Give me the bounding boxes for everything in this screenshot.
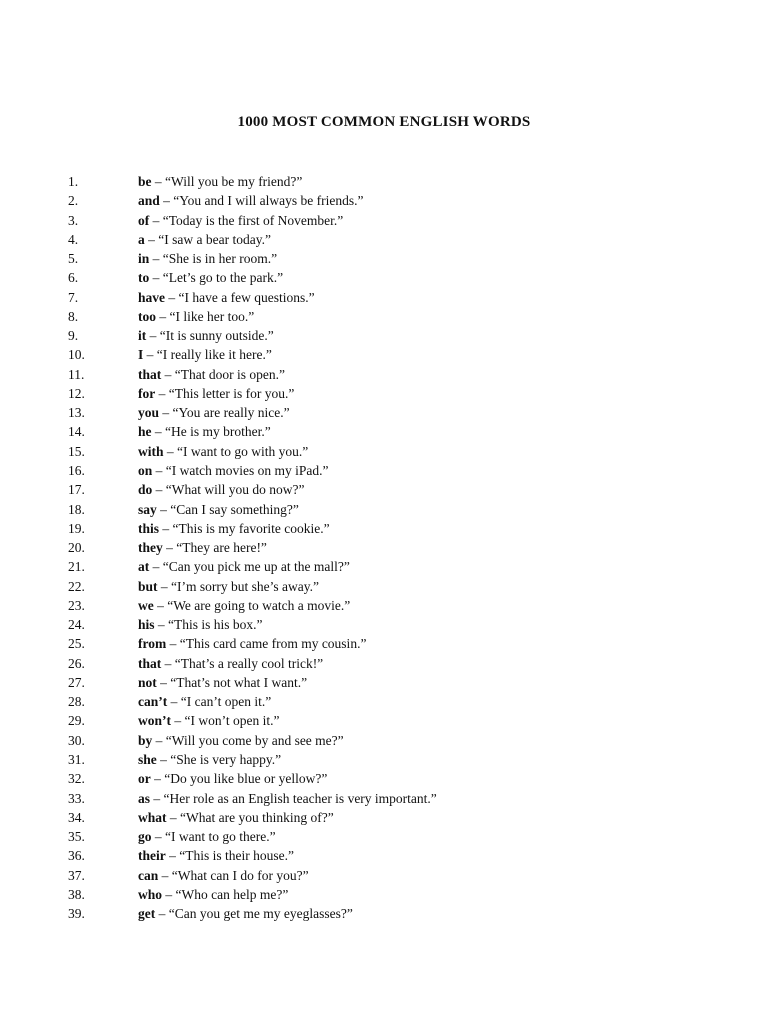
item-word: have — [138, 289, 165, 305]
item-word: say — [138, 501, 157, 517]
item-example: – “What can I do for you?” — [158, 867, 309, 883]
item-entry — [138, 654, 323, 673]
item-entry — [138, 769, 327, 788]
list-item — [0, 345, 768, 364]
item-example: – “This is my favorite cookie.” — [159, 520, 330, 536]
item-example: – “I have a few questions.” — [165, 289, 315, 305]
item-number: 18. — [68, 501, 85, 517]
item-word: or — [138, 771, 151, 787]
item-number: 24. — [68, 617, 85, 633]
item-entry — [138, 172, 302, 191]
item-entry — [138, 789, 437, 808]
item-example: – “You are really nice.” — [159, 405, 290, 421]
item-example: – “Can you get me my eyeglasses?” — [155, 906, 353, 922]
list-item — [0, 538, 768, 557]
item-example: – “That’s a really cool trick!” — [161, 655, 324, 671]
item-entry — [138, 365, 285, 384]
item-number: 1. — [68, 174, 79, 189]
item-number: 34. — [68, 809, 85, 825]
item-word: this — [138, 520, 160, 536]
item-number: 19. — [68, 520, 85, 536]
item-entry — [138, 711, 279, 730]
list-item — [0, 172, 768, 191]
list-item — [0, 365, 768, 384]
list-item — [0, 288, 768, 307]
item-example: – “I can’t open it.” — [167, 694, 272, 710]
item-entry — [138, 268, 283, 287]
item-entry — [138, 750, 281, 769]
item-example: – “Do you like blue or yellow?” — [150, 771, 328, 787]
item-word: to — [138, 270, 150, 286]
item-entry — [138, 557, 350, 576]
item-word: from — [138, 636, 167, 652]
item-number: 20. — [68, 540, 85, 556]
item-example: – “I like her too.” — [156, 308, 255, 324]
item-number: 10. — [68, 347, 85, 363]
item-word: on — [138, 462, 153, 478]
item-number: 26. — [68, 655, 85, 671]
item-word: can’t — [138, 694, 168, 710]
item-number: 30. — [68, 732, 85, 748]
list-item — [0, 557, 768, 576]
item-word: not — [138, 674, 157, 690]
item-entry — [138, 500, 299, 519]
item-word: get — [138, 906, 156, 922]
item-number: 13. — [68, 405, 85, 421]
list-item — [0, 577, 768, 596]
item-number: 39. — [68, 906, 85, 922]
item-entry — [138, 230, 271, 249]
item-word: go — [138, 829, 152, 845]
item-example: – “I watch movies on my iPad.” — [152, 462, 329, 478]
item-number: 4. — [68, 231, 79, 247]
item-number: 11. — [68, 366, 85, 382]
item-word: by — [138, 732, 153, 748]
list-item — [0, 827, 768, 846]
list-item — [0, 615, 768, 634]
item-number: 22. — [68, 578, 85, 594]
item-number: 6. — [68, 270, 79, 286]
item-example: – “Who can help me?” — [162, 886, 289, 902]
item-word: do — [138, 482, 153, 498]
item-number: 7. — [68, 289, 79, 305]
list-item — [0, 846, 768, 865]
item-example: – “I saw a bear today.” — [144, 231, 271, 247]
item-word: their — [138, 848, 166, 864]
item-word: it — [138, 328, 147, 344]
item-entry — [138, 191, 364, 210]
item-entry — [138, 384, 294, 403]
list-item — [0, 692, 768, 711]
item-entry — [138, 846, 294, 865]
item-number: 33. — [68, 790, 85, 806]
item-entry — [138, 480, 304, 499]
list-item — [0, 230, 768, 249]
item-entry — [138, 211, 343, 230]
list-item — [0, 750, 768, 769]
item-example: – “Can you pick me up at the mall?” — [149, 559, 350, 575]
item-entry — [138, 885, 288, 904]
item-example: – “Let’s go to the park.” — [149, 270, 284, 286]
item-word: but — [138, 578, 158, 594]
item-example: – “This is their house.” — [165, 848, 294, 864]
item-entry — [138, 403, 290, 422]
item-example: – “He is my brother.” — [151, 424, 271, 440]
item-example: – “Will you be my friend?” — [151, 174, 303, 189]
item-word: as — [138, 790, 151, 806]
item-example: – “This is his box.” — [154, 617, 263, 633]
item-example: – “She is in her room.” — [149, 251, 278, 267]
item-entry — [138, 288, 315, 307]
item-word: with — [138, 443, 164, 459]
list-item — [0, 500, 768, 519]
item-number: 23. — [68, 597, 85, 613]
list-item — [0, 596, 768, 615]
item-number: 16. — [68, 462, 85, 478]
item-entry — [138, 808, 334, 827]
item-entry — [138, 673, 307, 692]
item-entry — [138, 326, 274, 345]
item-example: – “This letter is for you.” — [155, 385, 295, 401]
item-number: 28. — [68, 694, 85, 710]
list-item — [0, 711, 768, 730]
item-word: too — [138, 308, 156, 324]
item-example: – “That door is open.” — [161, 366, 285, 382]
item-example: – “I want to go with you.” — [163, 443, 309, 459]
item-word: and — [138, 193, 160, 209]
item-word: won’t — [138, 713, 171, 729]
item-word: be — [138, 174, 152, 189]
item-word: he — [138, 424, 152, 440]
item-entry — [138, 827, 276, 846]
item-example: – “Can I say something?” — [156, 501, 299, 517]
item-word: I — [138, 347, 144, 363]
item-word: his — [138, 617, 155, 633]
item-number: 31. — [68, 751, 85, 767]
list-item — [0, 769, 768, 788]
item-example: – “You and I will always be friends.” — [159, 193, 364, 209]
list-item — [0, 789, 768, 808]
item-number: 12. — [68, 385, 85, 401]
item-number: 27. — [68, 674, 85, 690]
list-item — [0, 442, 768, 461]
item-number: 3. — [68, 212, 79, 228]
item-entry — [138, 615, 263, 634]
item-entry — [138, 596, 350, 615]
item-entry — [138, 731, 344, 750]
item-example: – “Her role as an English teacher is very important.” — [150, 790, 437, 806]
item-entry — [138, 345, 272, 364]
item-word: that — [138, 655, 162, 671]
item-example: – “Today is the first of November.” — [149, 212, 344, 228]
item-example: – “What are you thinking of?” — [166, 809, 334, 825]
item-word: you — [138, 405, 160, 421]
item-example: – “We are going to watch a movie.” — [153, 597, 351, 613]
item-number: 25. — [68, 636, 85, 652]
item-example: – “Will you come by and see me?” — [152, 732, 344, 748]
list-item — [0, 634, 768, 653]
list-item — [0, 384, 768, 403]
item-number: 38. — [68, 886, 85, 902]
item-word: she — [138, 751, 157, 767]
list-item — [0, 268, 768, 287]
item-word: in — [138, 251, 150, 267]
item-example: – “That’s not what I want.” — [156, 674, 308, 690]
item-number: 14. — [68, 424, 85, 440]
item-entry — [138, 538, 267, 557]
item-example: – “She is very happy.” — [156, 751, 282, 767]
item-entry — [138, 634, 366, 653]
item-word: can — [138, 867, 159, 883]
item-example: – “This card came from my cousin.” — [166, 636, 367, 652]
item-entry — [138, 461, 328, 480]
list-item — [0, 191, 768, 210]
item-word: at — [138, 559, 150, 575]
item-entry — [138, 866, 309, 885]
item-number: 15. — [68, 443, 85, 459]
item-entry — [138, 249, 277, 268]
list-item — [0, 654, 768, 673]
list-item — [0, 904, 768, 923]
item-number: 37. — [68, 867, 85, 883]
item-number: 29. — [68, 713, 85, 729]
item-word: for — [138, 385, 156, 401]
list-item — [0, 673, 768, 692]
list-item — [0, 422, 768, 441]
document-title: 1000 MOST COMMON ENGLISH WORDS — [237, 114, 531, 130]
item-entry — [138, 692, 271, 711]
list-item — [0, 519, 768, 538]
item-number: 32. — [68, 771, 85, 787]
item-word: of — [138, 212, 150, 228]
item-word: who — [138, 886, 163, 902]
item-example: – “I want to go there.” — [151, 829, 276, 845]
item-entry — [138, 904, 353, 923]
item-number: 36. — [68, 848, 85, 864]
list-item — [0, 307, 768, 326]
item-word: they — [138, 540, 163, 556]
item-word: that — [138, 366, 162, 382]
list-item — [0, 731, 768, 750]
list-item — [0, 403, 768, 422]
list-item — [0, 808, 768, 827]
list-item — [0, 249, 768, 268]
list-item — [0, 480, 768, 499]
item-example: – “I’m sorry but she’s away.” — [157, 578, 319, 594]
item-entry — [138, 519, 330, 538]
item-word: what — [138, 809, 167, 825]
item-entry — [138, 422, 271, 441]
item-number: 8. — [68, 308, 79, 324]
list-item — [0, 326, 768, 345]
item-word: we — [138, 597, 154, 613]
list-item — [0, 461, 768, 480]
item-example: – “It is sunny outside.” — [146, 328, 274, 344]
item-number: 5. — [68, 251, 79, 267]
item-number: 21. — [68, 559, 85, 575]
item-entry — [138, 577, 319, 596]
list-item — [0, 866, 768, 885]
item-entry — [138, 442, 308, 461]
item-number: 17. — [68, 482, 85, 498]
list-item — [0, 211, 768, 230]
item-example: – “What will you do now?” — [152, 482, 305, 498]
item-entry — [138, 307, 254, 326]
item-example: – “They are here!” — [162, 540, 267, 556]
list-item — [0, 885, 768, 904]
item-number: 2. — [68, 193, 79, 209]
item-example: – “I won’t open it.” — [171, 713, 280, 729]
item-word: a — [138, 231, 145, 247]
word-list — [0, 172, 768, 923]
item-number: 9. — [68, 328, 79, 344]
item-example: – “I really like it here.” — [143, 347, 272, 363]
item-number: 35. — [68, 829, 85, 845]
